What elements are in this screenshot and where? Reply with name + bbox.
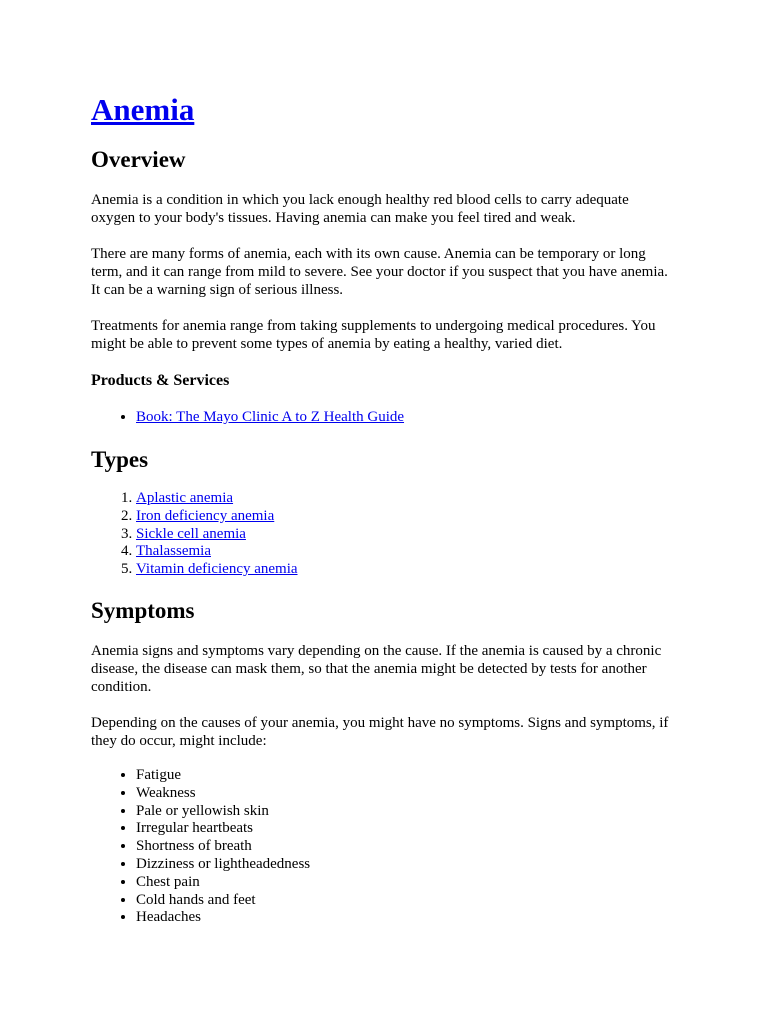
list-item: • Fatigue (136, 767, 310, 785)
list-item (136, 561, 298, 579)
list-item: • Chest pain (136, 874, 310, 892)
symptoms-paragraph-1: Anemia signs and symptoms vary depending on the cause. If the anemia is caused by a chronic disease, the disease can mask them, so that the anemia might be detected by tests for another condition. (91, 643, 662, 695)
overview-paragraph-2: There are many forms of anemia, each with its own cause. Anemia can be temporary or long term, and it can range from mild to severe. See your doctor if you suspect that you have anemia. It can be a warning sign of serious illness. (91, 246, 668, 298)
symptoms-list (91, 767, 310, 927)
list-item (136, 526, 298, 544)
list-item (136, 543, 298, 561)
types-heading: Types (91, 447, 149, 472)
list-item: • Pale or yellowish skin (136, 803, 310, 821)
overview-paragraph-1: Anemia is a condition in which you lack enough healthy red blood cells to carry adequate oxygen to your body's tissues. Having anemia can make you feel tired and weak. (91, 192, 629, 226)
types-list (91, 490, 298, 579)
list-item: • Weakness (136, 785, 310, 803)
list-item: • Dizziness or lightheadedness (136, 856, 310, 874)
mayo-book-link[interactable]: Book: The Mayo Clinic A to Z Health Guide (136, 409, 405, 425)
iron-deficiency-anemia-link[interactable]: Iron deficiency anemia (136, 507, 275, 524)
page-title (91, 92, 194, 128)
products-list (91, 409, 404, 427)
symptoms-heading: Symptoms (91, 598, 195, 623)
overview-paragraph-3: Treatments for anemia range from taking supplements to undergoing medical procedures. You might be able to prevent some types of anemia by eating a healthy, varied diet. (91, 318, 656, 352)
list-item (136, 409, 404, 427)
list-item (136, 508, 298, 526)
list-item: • Irregular heartbeats (136, 820, 310, 838)
aplastic-anemia-link[interactable]: Aplastic anemia (136, 490, 234, 506)
thalassemia-link[interactable]: Thalassemia (136, 543, 211, 560)
page-title-link[interactable]: Anemia (91, 92, 195, 127)
list-item: • Cold hands and feet (136, 892, 310, 910)
overview-heading: Overview (91, 147, 186, 172)
list-item: • Headaches (136, 909, 310, 927)
list-item: • Shortness of breath (136, 838, 310, 856)
symptoms-paragraph-2: Depending on the causes of your anemia, you might have no symptoms. Signs and symptoms, if they do occur, might include: (91, 715, 669, 749)
products-heading: Products & Services (91, 372, 230, 389)
vitamin-deficiency-anemia-link[interactable]: Vitamin deficiency anemia (136, 561, 298, 578)
sickle-cell-anemia-link[interactable]: Sickle cell anemia (136, 525, 246, 542)
list-item (136, 490, 298, 508)
